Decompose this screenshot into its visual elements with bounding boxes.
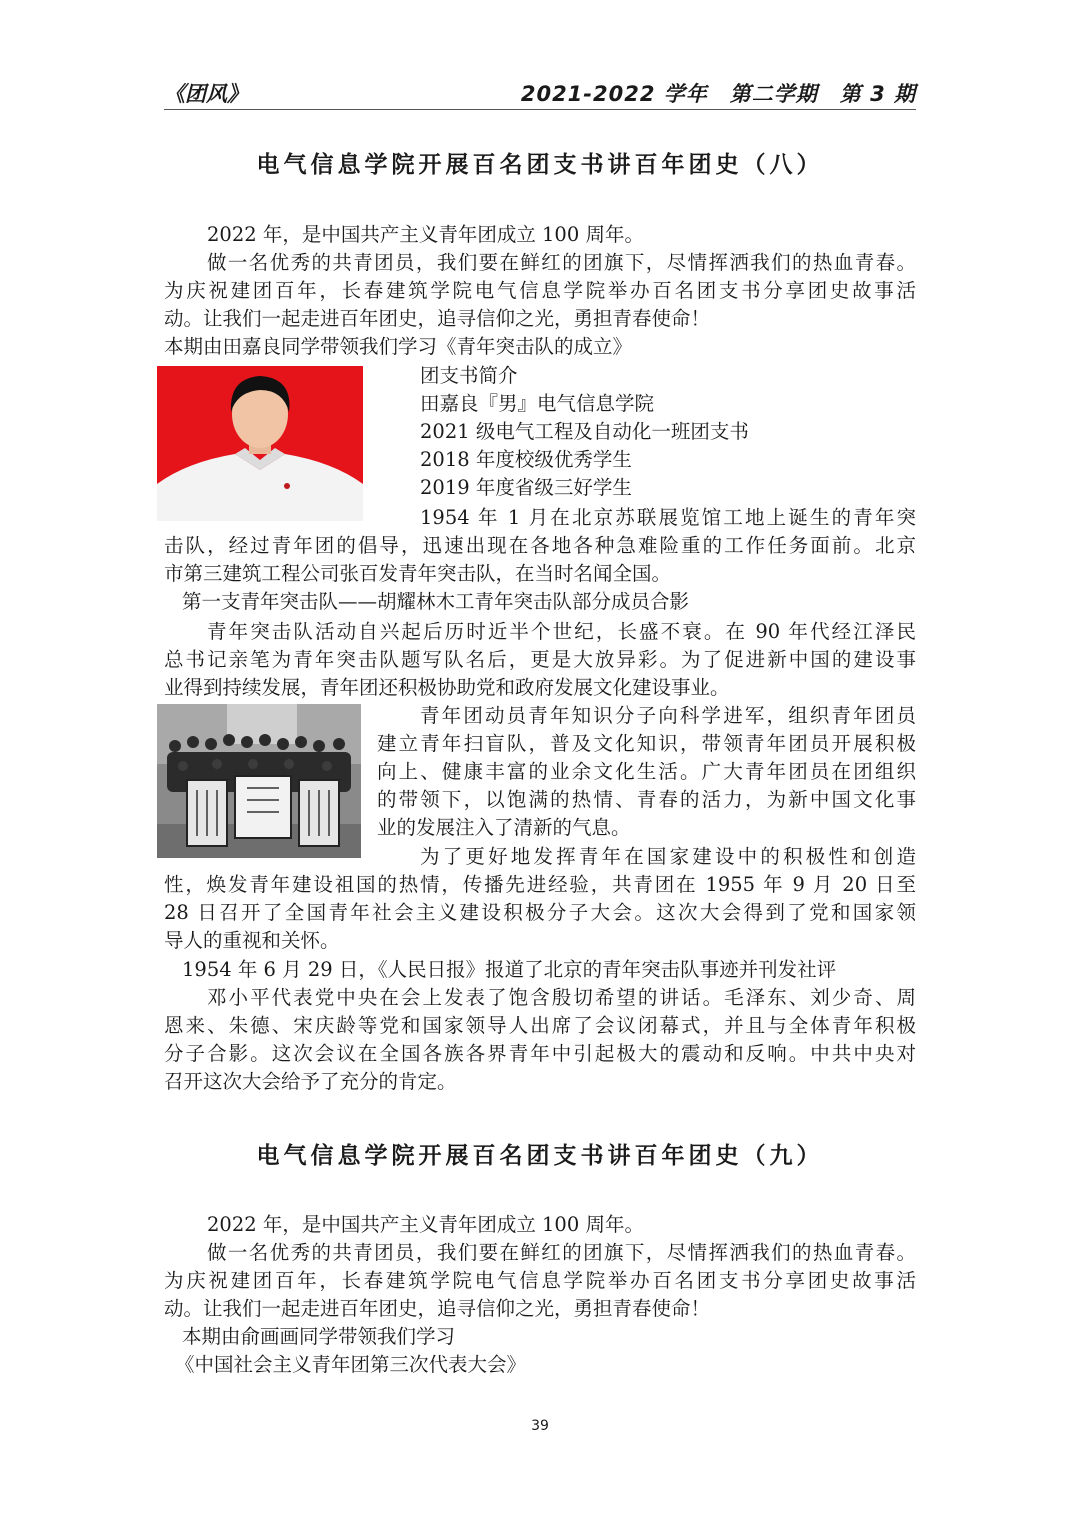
intro-line: 本期由田嘉良同学带领我们学习《青年突击队的成立》: [164, 335, 633, 358]
paragraph-line: 动。让我们一起走进百年团史，追寻信仰之光，勇担青春使命！: [164, 307, 711, 330]
profile-heading: 团支书简介: [420, 364, 518, 387]
paragraph-line: 击队，经过青年团的倡导，迅速出现在各地各种急难险重的工作任务面前。北京: [164, 534, 916, 557]
article-title-8: 电气信息学院开展百名团支书讲百年团史（八）: [256, 152, 824, 178]
paragraph-line: 为了更好地发挥青年在国家建设中的积极性和创造: [420, 845, 916, 868]
paragraph-line: 28 日召开了全国青年社会主义建设积极分子大会。这次大会得到了党和国家领: [164, 901, 916, 924]
paragraph-line: 总书记亲笔为青年突击队题写队名后，更是大放异彩。为了促进新中国的建设事: [164, 648, 916, 671]
topic-line: 《中国社会主义青年团第三次代表大会》: [175, 1353, 527, 1376]
paragraph-line: 分子合影。这次会议在全国各族各界青年中引起极大的震动和反响。中共中央对: [164, 1042, 916, 1065]
article-title-9: 电气信息学院开展百名团支书讲百年团史（九）: [256, 1143, 824, 1169]
paragraph-line: 业的发展注入了清新的气息。: [377, 816, 631, 839]
paragraph-line: 性，焕发青年建设祖国的热情，传播先进经验，共青团在 1955 年 9 月 20 日至: [164, 873, 916, 896]
portrait-photo: [157, 366, 363, 521]
paragraph-line: 的带领下，以饱满的热情、青春的活力，为新中国文化事: [377, 788, 916, 811]
issue-info: 2021-2022 学年 第二学期 第 3 期: [520, 82, 916, 106]
paragraph-line: 青年突击队活动自兴起后历时近半个世纪，长盛不衰。在 90 年代经江泽民: [207, 620, 916, 643]
paragraph-line: 青年团动员青年知识分子向科学进军，组织青年团员: [420, 704, 916, 727]
paragraph-line: 1954 年 1 月在北京苏联展览馆工地上诞生的青年突: [420, 506, 916, 529]
header-rule: [164, 109, 916, 110]
profile-line: 2019 年度省级三好学生: [420, 476, 632, 499]
paragraph-line: 邓小平代表党中央在会上发表了饱含殷切希望的讲话。毛泽东、刘少奇、周: [207, 986, 916, 1009]
paragraph-line: 建立青年扫盲队，普及文化知识，带领青年团员开展积极: [377, 732, 916, 755]
paragraph-line: 做一名优秀的共青团员，我们要在鲜红的团旗下，尽情挥洒我们的热血青春。: [207, 1241, 916, 1264]
photo-caption: 1954 年 6 月 29 日，《人民日报》报道了北京的青年突击队事迹并刊发社评: [182, 958, 837, 981]
paragraph-line: 恩来、朱德、宋庆龄等党和国家领导人出席了会议闭幕式，并且与全体青年积极: [164, 1014, 916, 1037]
paragraph-line: 2022 年，是中国共产主义青年团成立 100 周年。: [207, 223, 644, 246]
paragraph-line: 市第三建筑工程公司张百发青年突击队，在当时名闻全国。: [164, 562, 672, 585]
profile-line: 2018 年度校级优秀学生: [420, 448, 632, 471]
paragraph-line: 向上、健康丰富的业余文化生活。广大青年团员在团组织: [377, 760, 916, 783]
paragraph-line: 召开这次大会给予了充分的肯定。: [164, 1070, 457, 1093]
intro-line: 本期由俞画画同学带领我们学习: [182, 1325, 456, 1348]
paragraph-line: 动。让我们一起走进百年团史，追寻信仰之光，勇担青春使命！: [164, 1297, 711, 1320]
paragraph-line: 为庆祝建团百年，长春建筑学院电气信息学院举办百名团支书分享团史故事活: [164, 279, 916, 302]
group-photo: [157, 704, 361, 858]
paragraph-line: 业得到持续发展，青年团还积极协助党和政府发展文化建设事业。: [164, 676, 730, 699]
profile-line: 2021 级电气工程及自动化一班团支书: [420, 420, 749, 443]
photo-caption: 第一支青年突击队——胡耀林木工青年突击队部分成员合影: [182, 590, 690, 613]
profile-line: 田嘉良『男』电气信息学院: [420, 392, 655, 415]
paragraph-line: 导人的重视和关怀。: [164, 929, 340, 952]
paragraph-line: 2022 年，是中国共产主义青年团成立 100 周年。: [207, 1213, 644, 1236]
page-number: 39: [531, 1418, 549, 1434]
paragraph-line: 做一名优秀的共青团员，我们要在鲜红的团旗下，尽情挥洒我们的热血青春。: [207, 251, 916, 274]
journal-name: 《团风》: [164, 82, 248, 106]
paragraph-line: 为庆祝建团百年，长春建筑学院电气信息学院举办百名团支书分享团史故事活: [164, 1269, 916, 1292]
